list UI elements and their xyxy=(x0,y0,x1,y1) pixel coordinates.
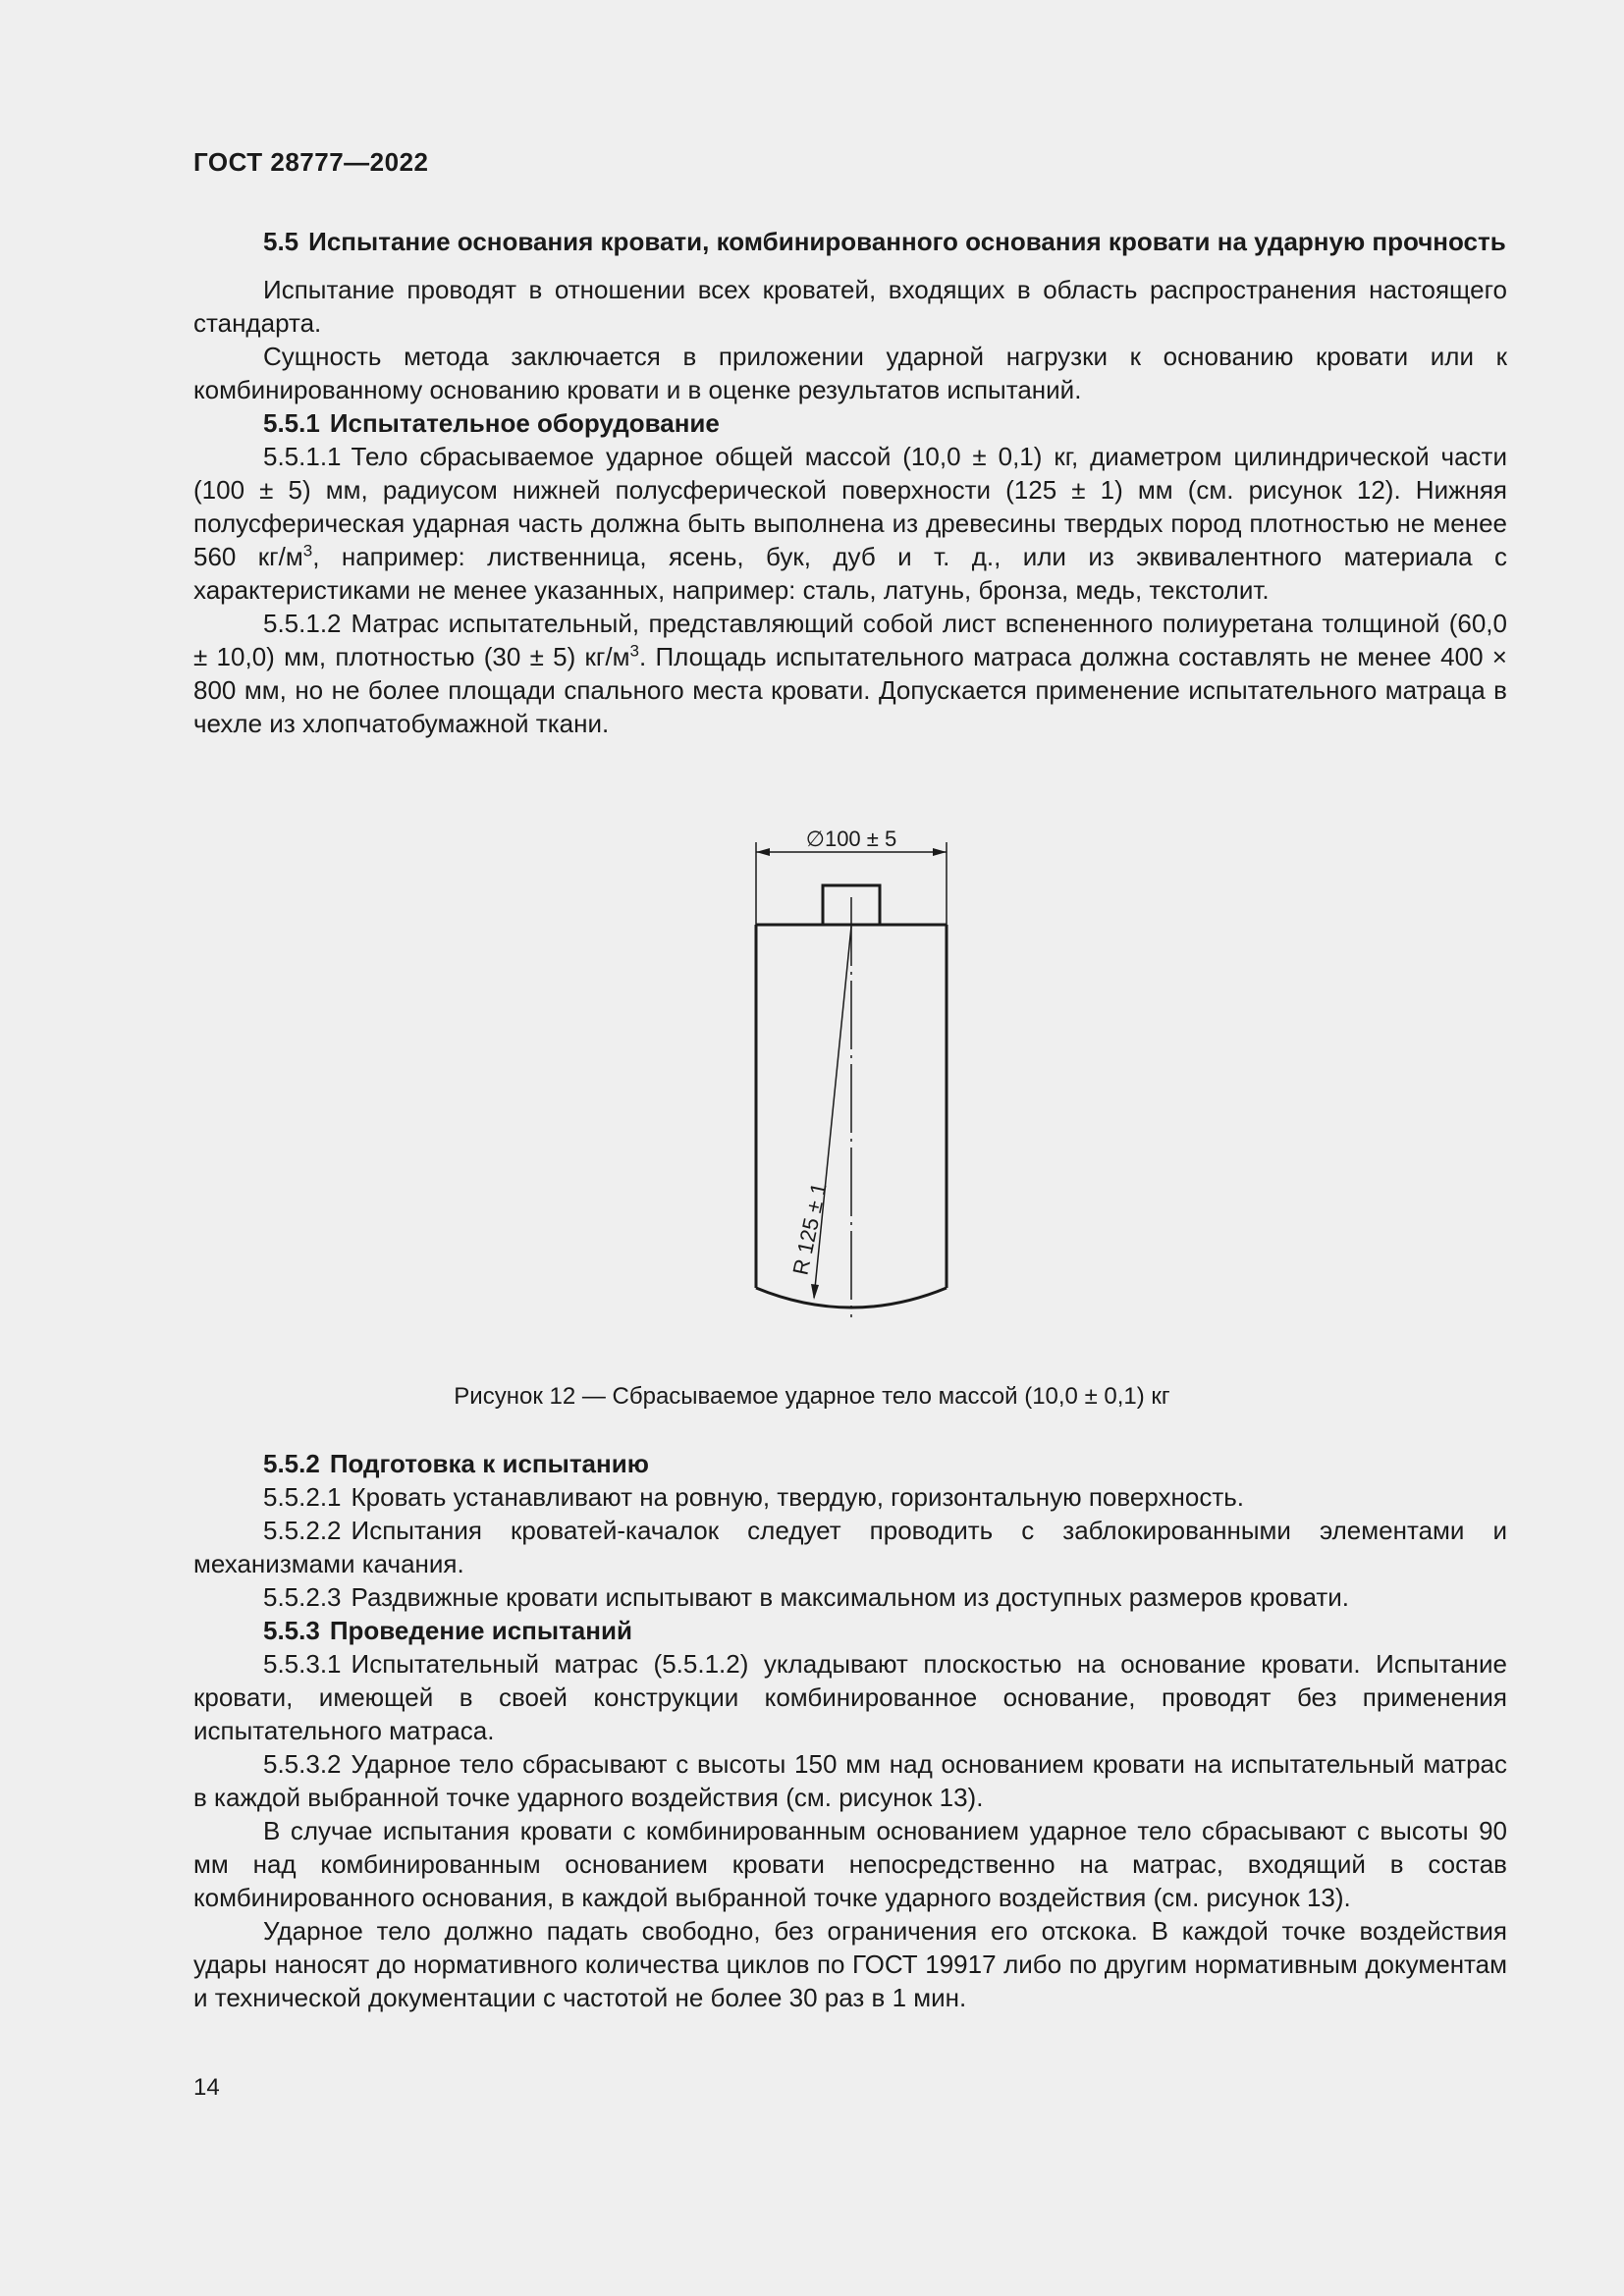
paragraph-text: Кровать устанавливают на ровную, твердую, горизонтальную поверхность. xyxy=(351,1482,1245,1512)
paragraph-text: Ударное тело сбрасывают с высоты 150 мм над основанием кровати на испытательный матрас в каждой выбранной точке ударного воздействия (см. рисунок 13). xyxy=(193,1749,1507,1812)
paragraph: Сущность метода заключается в приложении ударной нагрузки к основанию кровати или к комбинированному основанию кровати и в оценке результатов испытаний. xyxy=(193,342,1507,404)
section-number: 5.5.1 xyxy=(263,408,320,438)
figure-impact-body-drawing xyxy=(707,819,982,1329)
clause-number: 5.5.2.1 xyxy=(263,1482,342,1512)
paragraph-text: . Площадь испытательного матраса должна составлять не менее 400 × 800 мм, но не более площади спального места кровати. Допускается применение испытательного матраца в чехле из хлопчатобумажной ткани. xyxy=(193,642,1507,738)
superscript: 3 xyxy=(629,641,639,661)
paragraph-5-5-1-2 xyxy=(193,607,1507,740)
section-heading-5-5-1 xyxy=(193,406,1507,440)
paragraph-5-5-2-2 xyxy=(193,1514,1507,1580)
paragraph-5-5-2-1 xyxy=(193,1480,1507,1514)
radius-leader-line xyxy=(814,927,851,1298)
document-header: ГОСТ 28777—2022 xyxy=(193,147,429,177)
section-number: 5.5 xyxy=(263,227,299,256)
superscript: 3 xyxy=(302,541,313,561)
section-number: 5.5.2 xyxy=(263,1449,320,1478)
section-heading-5-5-2 xyxy=(193,1447,1507,1480)
paragraph-text: Матрас испытательный, представляющий собой лист вспененного полиуретана толщиной (60,0 ± 10,0) мм, плотностью (30 ± 5) кг/м xyxy=(193,609,1507,671)
section-title: Испытание основания кровати, комбинированного основания кровати на ударную прочность xyxy=(308,227,1506,256)
clause-number: 5.5.2.3 xyxy=(263,1582,342,1612)
section-heading-5-5-3 xyxy=(193,1614,1507,1647)
clause-number: 5.5.1.1 xyxy=(263,442,342,471)
text-block-upper xyxy=(193,225,1507,740)
paragraph: В случае испытания кровати с комбинированным основанием ударное тело сбрасывают с высоты 90 мм над комбинированным основанием кровати непосредственно на матрас, входящий в состав комбинированного основания, в каждой выбранной точке ударного воздействия (см. рисунок 13). xyxy=(193,1816,1507,1912)
paragraph-5-5-1-1 xyxy=(193,440,1507,607)
paragraph: Ударное тело должно падать свободно, без ограничения его отскока. В каждой точке воздействия удары наносят до нормативного количества циклов по ГОСТ 19917 либо по другим нормативным документам и технической документации с частотой не более 30 раз в 1 мин. xyxy=(193,1916,1507,2012)
clause-number: 5.5.3.2 xyxy=(263,1749,342,1779)
paragraph-text: Испытания кроватей-качалок следует проводить с заблокированными элементами и механизмами качания. xyxy=(193,1516,1507,1578)
section-title: Испытательное оборудование xyxy=(329,408,720,438)
section-title: Подготовка к испытанию xyxy=(329,1449,649,1478)
diameter-label: ∅100 ± 5 xyxy=(805,827,897,851)
paragraph-text: Испытательный матрас (5.5.1.2) укладывают плоскостью на основание кровати. Испытание кровати, имеющей в своей конструкции комбинированное основание, проводят без применения испытательного матраса. xyxy=(193,1649,1507,1745)
paragraph: Испытание проводят в отношении всех кроватей, входящих в область распространения настоящего стандарта. xyxy=(193,275,1507,338)
clause-number: 5.5.3.1 xyxy=(263,1649,342,1679)
paragraph-text: , например: лиственница, ясень, бук, дуб и т. д., или из эквивалентного материала с характеристиками не менее указанных, например: сталь, латунь, бронза, медь, текстолит. xyxy=(193,542,1507,605)
paragraph-5-5-3-2 xyxy=(193,1747,1507,1814)
figure-caption: Рисунок 12 — Сбрасываемое ударное тело массой (10,0 ± 0,1) кг xyxy=(454,1383,1170,1410)
paragraph-5-5-3-1 xyxy=(193,1647,1507,1747)
paragraph-5-5-2-3 xyxy=(193,1580,1507,1614)
section-number: 5.5.3 xyxy=(263,1616,320,1645)
section-title: Проведение испытаний xyxy=(329,1616,632,1645)
dimension-arrow-left xyxy=(756,848,770,856)
clause-number: 5.5.1.2 xyxy=(263,609,342,638)
text-block-lower xyxy=(193,1447,1507,2014)
paragraph-text: Раздвижные кровати испытывают в максимальном из доступных размеров кровати. xyxy=(351,1582,1350,1612)
radius-label: R 125 ± 1 xyxy=(787,1180,832,1278)
radius-arrow xyxy=(811,1284,819,1300)
page-number: 14 xyxy=(193,2074,220,2101)
section-heading-5-5 xyxy=(193,225,1507,258)
dimension-arrow-right xyxy=(933,848,947,856)
paragraph-text: Тело сбрасываемое ударное общей массой (10,0 ± 0,1) кг, диаметром цилиндрической части (100 ± 5) мм, радиусом нижней полусферической поверхности (125 ± 1) мм (см. рисунок 12). Нижняя полусферическая ударная часть должна быть выполнена из древесины твердых пород плотностью не менее 560 кг/м xyxy=(193,442,1507,571)
clause-number: 5.5.2.2 xyxy=(263,1516,342,1545)
